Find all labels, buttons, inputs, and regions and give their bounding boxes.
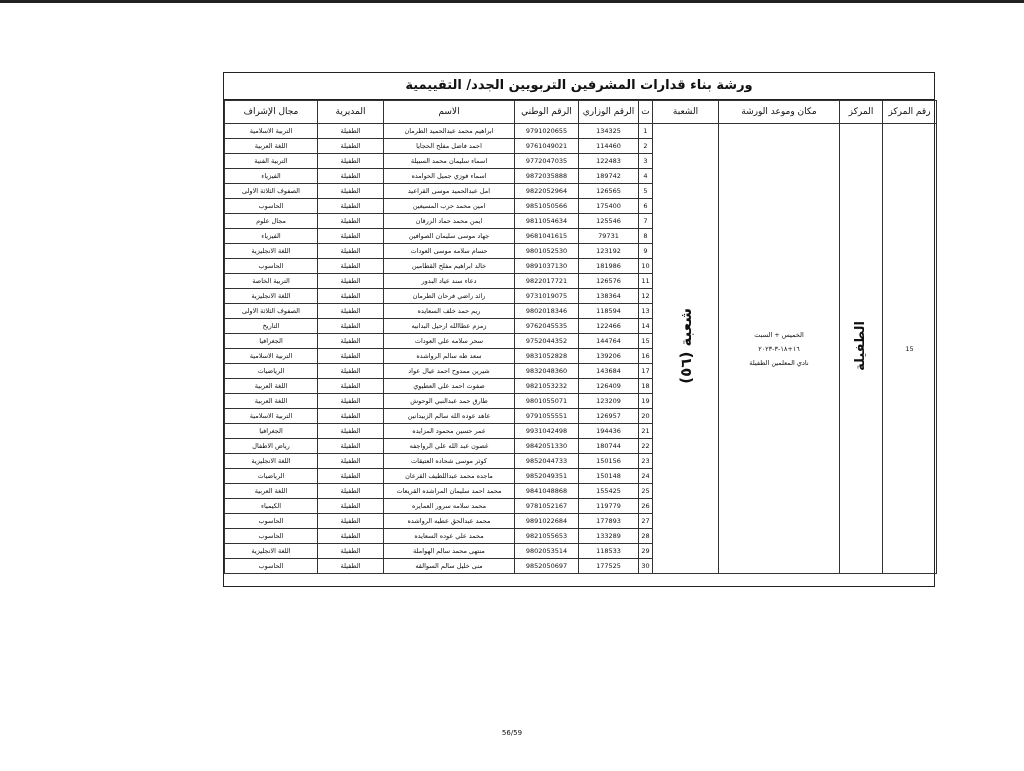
ministry-number: 126957 <box>579 409 639 424</box>
participant-name: عمر حسين محمود المزايده <box>384 424 515 439</box>
directorate: الطفيلة <box>318 259 384 274</box>
page-number: 56/59 <box>501 729 523 737</box>
table-body <box>225 124 937 574</box>
branch-text: شعبة (٥٦) <box>676 308 695 384</box>
national-number: 9762045535 <box>515 319 579 334</box>
participant-name: ابراهيم محمد عبدالحميد الطرمان <box>384 124 515 139</box>
directorate: الطفيلة <box>318 394 384 409</box>
ministry-number: 125546 <box>579 214 639 229</box>
directorate: الطفيلة <box>318 364 384 379</box>
ministry-number: 114460 <box>579 139 639 154</box>
row-index: 19 <box>639 394 653 409</box>
ministry-number: 177893 <box>579 514 639 529</box>
supervision-field: التربية الاسلامية <box>225 124 318 139</box>
row-index: 16 <box>639 349 653 364</box>
directorate: الطفيلة <box>318 184 384 199</box>
directorate: الطفيلة <box>318 439 384 454</box>
ministry-number: 189742 <box>579 169 639 184</box>
ministry-number: 118533 <box>579 544 639 559</box>
document-table-frame <box>223 72 935 587</box>
row-index: 29 <box>639 544 653 559</box>
participant-name: عاهد عوده الله سالم الزبيدانين <box>384 409 515 424</box>
national-number: 9811054634 <box>515 214 579 229</box>
participant-name: ايمن محمد حماد الزرقان <box>384 214 515 229</box>
national-number: 9821053232 <box>515 379 579 394</box>
directorate: الطفيلة <box>318 139 384 154</box>
row-index: 14 <box>639 319 653 334</box>
national-number: 9832048360 <box>515 364 579 379</box>
directorate: الطفيلة <box>318 454 384 469</box>
row-index: 2 <box>639 139 653 154</box>
document-title: ورشة بناء قدارات المشرفين التربويين الجدد/ التقييمية <box>224 73 934 100</box>
row-index: 23 <box>639 454 653 469</box>
center-number-cell: 15 <box>883 124 937 574</box>
national-number: 9761049021 <box>515 139 579 154</box>
ministry-number: 79731 <box>579 229 639 244</box>
supervision-field: الجغرافيا <box>225 334 318 349</box>
ministry-number: 181986 <box>579 259 639 274</box>
national-number: 9781052167 <box>515 499 579 514</box>
row-index: 13 <box>639 304 653 319</box>
supervision-field: التربية الاسلامية <box>225 409 318 424</box>
supervision-field: الحاسوب <box>225 259 318 274</box>
ministry-number: 177525 <box>579 559 639 574</box>
row-index: 6 <box>639 199 653 214</box>
venue-line: نادي المعلمين الطفيلة <box>749 358 809 367</box>
ministry-number: 118594 <box>579 304 639 319</box>
supervision-field: التاريخ <box>225 319 318 334</box>
venue-line: الخميس + السبت <box>754 330 804 339</box>
directorate: الطفيلة <box>318 334 384 349</box>
directorate: الطفيلة <box>318 424 384 439</box>
national-number: 9752044352 <box>515 334 579 349</box>
ministry-number: 139206 <box>579 349 639 364</box>
national-number: 9831052828 <box>515 349 579 364</box>
directorate: الطفيلة <box>318 244 384 259</box>
national-number: 9931042498 <box>515 424 579 439</box>
header-index: ت <box>639 101 653 124</box>
participant-name: امل عبدالحميد موسى القراعيد <box>384 184 515 199</box>
directorate: الطفيلة <box>318 499 384 514</box>
participants-table <box>224 100 937 574</box>
ministry-number: 175400 <box>579 199 639 214</box>
supervision-field: الحاسوب <box>225 529 318 544</box>
ministry-number: 155425 <box>579 484 639 499</box>
directorate: الطفيلة <box>318 154 384 169</box>
participant-name: كوثر موسى شحاده العتيقات <box>384 454 515 469</box>
national-number: 9802018346 <box>515 304 579 319</box>
national-number: 9801055071 <box>515 394 579 409</box>
row-index: 26 <box>639 499 653 514</box>
directorate: الطفيلة <box>318 349 384 364</box>
national-number: 9891022684 <box>515 514 579 529</box>
directorate: الطفيلة <box>318 379 384 394</box>
header-row <box>225 101 937 124</box>
supervision-field: اللغة العربية <box>225 379 318 394</box>
participant-name: خالد ابراهيم مفلح القطامين <box>384 259 515 274</box>
supervision-field: التربية الفنية <box>225 154 318 169</box>
national-number: 9801052530 <box>515 244 579 259</box>
participant-name: منى خليل سالم السوالقه <box>384 559 515 574</box>
directorate: الطفيلة <box>318 229 384 244</box>
national-number: 9822017721 <box>515 274 579 289</box>
row-index: 27 <box>639 514 653 529</box>
row-index: 18 <box>639 379 653 394</box>
supervision-field: اللغة الانجليزية <box>225 289 318 304</box>
supervision-field: مجال علوم <box>225 214 318 229</box>
header-directorate: المديرية <box>318 101 384 124</box>
participant-name: رائد راضي فرحان الطرمان <box>384 289 515 304</box>
supervision-field: اللغة الانجليزية <box>225 244 318 259</box>
supervision-field: اللغة العربية <box>225 484 318 499</box>
national-number: 9852044733 <box>515 454 579 469</box>
supervision-field: الصفوف الثلاثة الاولى <box>225 304 318 319</box>
row-index: 7 <box>639 214 653 229</box>
supervision-field: اللغة الانجليزية <box>225 454 318 469</box>
participant-name: امين محمد حرب المسيعين <box>384 199 515 214</box>
supervision-field: الحاسوب <box>225 559 318 574</box>
supervision-field: الفيزياء <box>225 169 318 184</box>
national-number: 9851050566 <box>515 199 579 214</box>
supervision-field: الرياضيات <box>225 364 318 379</box>
directorate: الطفيلة <box>318 559 384 574</box>
national-number: 9852049351 <box>515 469 579 484</box>
row-index: 25 <box>639 484 653 499</box>
row-index: 4 <box>639 169 653 184</box>
national-number: 9821055653 <box>515 529 579 544</box>
header-ministry-no: الرقم الوزاري <box>579 101 639 124</box>
header-name: الاسم <box>384 101 515 124</box>
participant-name: جهاد موسى سليمان الصوافين <box>384 229 515 244</box>
participant-name: محمد احمد سليمان المراشده القريعات <box>384 484 515 499</box>
supervision-field: الحاسوب <box>225 514 318 529</box>
ministry-number: 123192 <box>579 244 639 259</box>
national-number: 9802053514 <box>515 544 579 559</box>
participant-name: منتهى محمد سالم الهواملة <box>384 544 515 559</box>
participant-name: اسماء فوزي جميل الحوامده <box>384 169 515 184</box>
supervision-field: الرياضيات <box>225 469 318 484</box>
directorate: الطفيلة <box>318 484 384 499</box>
national-number: 9841048868 <box>515 484 579 499</box>
participant-name: دعاء سند عياد البدور <box>384 274 515 289</box>
national-number: 9852050697 <box>515 559 579 574</box>
top-border-line <box>0 0 1024 3</box>
supervision-field: الفيزياء <box>225 229 318 244</box>
row-index: 3 <box>639 154 653 169</box>
row-index: 21 <box>639 424 653 439</box>
center-name-text: الطفيلة <box>853 321 868 371</box>
participant-name: سحر سلامه علي العودات <box>384 334 515 349</box>
participant-name: سعد طه سالم الرواشده <box>384 349 515 364</box>
participant-name: محمد علي عوده السعايده <box>384 529 515 544</box>
directorate: الطفيلة <box>318 214 384 229</box>
ministry-number: 144764 <box>579 334 639 349</box>
national-number: 9731019075 <box>515 289 579 304</box>
ministry-number: 134325 <box>579 124 639 139</box>
national-number: 9681041615 <box>515 229 579 244</box>
directorate: الطفيلة <box>318 124 384 139</box>
participant-name: محمد سلامه سرور العمايره <box>384 499 515 514</box>
participant-name: غصون عبد الله علي الرواجفه <box>384 439 515 454</box>
supervision-field: رياض الاطفال <box>225 439 318 454</box>
row-index: 5 <box>639 184 653 199</box>
row-index: 9 <box>639 244 653 259</box>
supervision-field: التربية الاسلامية <box>225 349 318 364</box>
directorate: الطفيلة <box>318 289 384 304</box>
ministry-number: 138364 <box>579 289 639 304</box>
header-venue-date: مكان وموعد الورشة <box>719 101 840 124</box>
ministry-number: 150148 <box>579 469 639 484</box>
national-number: 9842051330 <box>515 439 579 454</box>
ministry-number: 194436 <box>579 424 639 439</box>
participant-name: محمد عبدالحق عطيه الرواشده <box>384 514 515 529</box>
participant-name: طارق حمد عبدالنبي الوحوش <box>384 394 515 409</box>
ministry-number: 150156 <box>579 454 639 469</box>
participant-name: حسام سلامه موسى العودات <box>384 244 515 259</box>
supervision-field: اللغة الانجليزية <box>225 544 318 559</box>
row-index: 22 <box>639 439 653 454</box>
ministry-number: 119779 <box>579 499 639 514</box>
header-center: المركز <box>840 101 883 124</box>
row-index: 17 <box>639 364 653 379</box>
header-field: مجال الإشراف <box>225 101 318 124</box>
venue-line: ١٦+١٨-٣-٢٠٢٣ <box>758 344 800 353</box>
national-number: 9822052964 <box>515 184 579 199</box>
row-index: 11 <box>639 274 653 289</box>
table-row <box>225 124 937 139</box>
national-number: 9891037130 <box>515 259 579 274</box>
header-national-no: الرقم الوطني <box>515 101 579 124</box>
directorate: الطفيلة <box>318 469 384 484</box>
directorate: الطفيلة <box>318 304 384 319</box>
directorate: الطفيلة <box>318 199 384 214</box>
ministry-number: 122466 <box>579 319 639 334</box>
row-index: 8 <box>639 229 653 244</box>
directorate: الطفيلة <box>318 169 384 184</box>
center-name-cell <box>840 124 883 574</box>
ministry-number: 122483 <box>579 154 639 169</box>
directorate: الطفيلة <box>318 409 384 424</box>
ministry-number: 126576 <box>579 274 639 289</box>
row-index: 10 <box>639 259 653 274</box>
directorate: الطفيلة <box>318 514 384 529</box>
row-index: 1 <box>639 124 653 139</box>
participant-name: اسماء سليمان محمد السبيلة <box>384 154 515 169</box>
ministry-number: 180744 <box>579 439 639 454</box>
participant-name: ماجده محمد عبداللطيف القرعان <box>384 469 515 484</box>
ministry-number: 143684 <box>579 364 639 379</box>
directorate: الطفيلة <box>318 319 384 334</box>
supervision-field: الكيمياء <box>225 499 318 514</box>
row-index: 28 <box>639 529 653 544</box>
national-number: 9791020655 <box>515 124 579 139</box>
participant-name: شيرين ممدوح احمد عيال عواد <box>384 364 515 379</box>
supervision-field: الصفوف الثلاثة الاولى <box>225 184 318 199</box>
row-index: 30 <box>639 559 653 574</box>
supervision-field: الجغرافيا <box>225 424 318 439</box>
participant-name: ريم حمد خلف السعايده <box>384 304 515 319</box>
ministry-number: 133289 <box>579 529 639 544</box>
participant-name: زمزم عطاالله ارحيل البدانيه <box>384 319 515 334</box>
ministry-number: 123209 <box>579 394 639 409</box>
directorate: الطفيلة <box>318 529 384 544</box>
directorate: الطفيلة <box>318 544 384 559</box>
participant-name: صفوت احمد علي العطيوي <box>384 379 515 394</box>
ministry-number: 126565 <box>579 184 639 199</box>
participant-name: احمد فاضل مفلح الحجايا <box>384 139 515 154</box>
national-number: 9872035888 <box>515 169 579 184</box>
row-index: 24 <box>639 469 653 484</box>
venue-date-cell <box>719 124 840 574</box>
supervision-field: اللغة العربية <box>225 139 318 154</box>
national-number: 9791055551 <box>515 409 579 424</box>
row-index: 12 <box>639 289 653 304</box>
header-branch: الشعبة <box>653 101 719 124</box>
row-index: 15 <box>639 334 653 349</box>
directorate: الطفيلة <box>318 274 384 289</box>
header-center-no: رقم المركز <box>883 101 937 124</box>
row-index: 20 <box>639 409 653 424</box>
branch-cell <box>653 124 719 574</box>
supervision-field: التربية الخاصة <box>225 274 318 289</box>
national-number: 9772047035 <box>515 154 579 169</box>
supervision-field: الحاسوب <box>225 199 318 214</box>
supervision-field: اللغة العربية <box>225 394 318 409</box>
ministry-number: 126409 <box>579 379 639 394</box>
